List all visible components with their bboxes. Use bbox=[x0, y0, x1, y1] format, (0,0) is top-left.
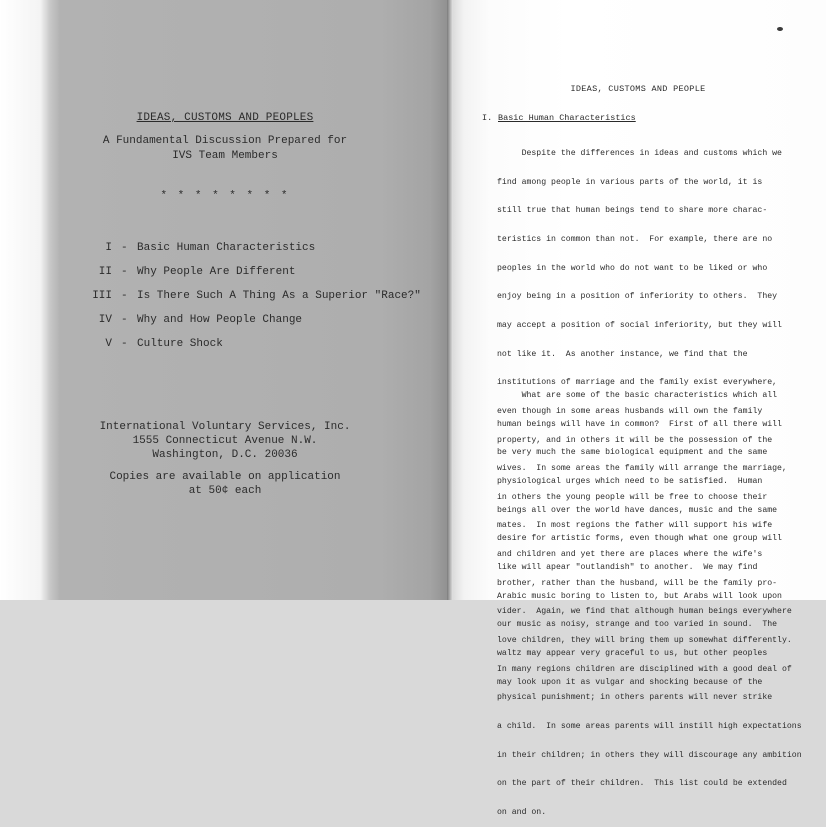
text-line: Arabic music boring to listen to, but Arabs will look upon bbox=[497, 591, 782, 601]
toc-number: V bbox=[105, 338, 112, 350]
text-line: waltz may appear very graceful to us, but other peoples bbox=[497, 648, 768, 658]
address-line: International Voluntary Services, Inc. bbox=[99, 421, 351, 433]
text-line: peoples in the world who do not want to be liked or who bbox=[497, 263, 768, 273]
section-number: I. bbox=[482, 113, 493, 123]
text-line: may look upon it as vulgar and shocking because of the bbox=[497, 677, 763, 687]
toc-number: II bbox=[98, 266, 112, 278]
text-line: not like it. As another instance, we find that the bbox=[497, 349, 748, 359]
text-line: on and on. bbox=[497, 807, 547, 817]
toc-label: Is There Such A Thing As a Superior "Race?" bbox=[137, 290, 421, 302]
copies-line: Copies are available on application bbox=[109, 471, 341, 483]
text-line: our music as noisy, strange and too varied in sound. The bbox=[497, 620, 778, 630]
text-line: in others the young people will be free to choose their bbox=[497, 492, 768, 502]
text-line: vider. Again, we find that although human beings everywhere bbox=[497, 607, 792, 617]
ink-mark bbox=[777, 27, 783, 31]
text-line: wives. In some areas the family will arrange the marriage, bbox=[497, 464, 787, 474]
text-line: desire for artistic forms, even though what one group will bbox=[497, 534, 782, 544]
copies-note bbox=[60, 470, 390, 498]
toc-label: Basic Human Characteristics bbox=[137, 242, 316, 254]
text-line: on the part of their children. This list could be extended bbox=[497, 779, 787, 789]
cover-page bbox=[0, 0, 450, 600]
text-line: mates. In most regions the father will support his wife bbox=[497, 521, 773, 531]
text-line: What are some of the basic characteristics which all bbox=[497, 391, 778, 401]
subtitle-line: IVS Team Members bbox=[172, 150, 278, 162]
page-heading: IDEAS, CUSTOMS AND PEOPLE bbox=[570, 84, 706, 94]
toc-label: Why People Are Different bbox=[137, 266, 296, 278]
subtitle-line: A Fundamental Discussion Prepared for bbox=[102, 135, 348, 147]
text-line: Despite the differences in ideas and customs which we bbox=[497, 149, 782, 159]
text-line: enjoy being in a position of inferiority to others. They bbox=[497, 292, 778, 302]
toc-number: IV bbox=[98, 314, 112, 326]
toc-dash: - bbox=[121, 266, 128, 278]
publisher-address bbox=[60, 420, 390, 462]
text-line: and children and yet there are places where the wife's bbox=[497, 550, 763, 560]
toc-number: I bbox=[105, 242, 112, 254]
star-divider: * * * * * * * * bbox=[160, 190, 290, 202]
toc-dash: - bbox=[121, 290, 128, 302]
cover-subtitle bbox=[60, 134, 390, 164]
toc-dash: - bbox=[121, 338, 128, 350]
text-line: still true that human beings tend to share more charac- bbox=[497, 206, 768, 216]
text-line: human beings will have in common? First of all there will bbox=[497, 419, 782, 429]
paragraph-2 bbox=[497, 372, 817, 697]
cover-title: IDEAS, CUSTOMS AND PEOPLES bbox=[136, 112, 314, 124]
text-line: may accept a position of social inferiority, but they will bbox=[497, 320, 782, 330]
toc-label: Why and How People Change bbox=[137, 314, 303, 326]
text-line: teristics in common than not. For example, there are no bbox=[497, 235, 773, 245]
text-line: a child. In some areas parents will instill high expectations bbox=[497, 721, 802, 731]
text-line: be very much the same biological equipment and the same bbox=[497, 448, 768, 458]
text-line: brother, rather than the husband, will be the family pro- bbox=[497, 578, 778, 588]
toc-number: III bbox=[92, 290, 112, 302]
address-line: Washington, D.C. 20036 bbox=[152, 449, 298, 461]
text-line: institutions of marriage and the family exist everywhere, bbox=[497, 378, 778, 388]
text-line: In many regions children are disciplined with a good deal of bbox=[497, 664, 792, 674]
toc-label: Culture Shock bbox=[137, 338, 223, 350]
copies-line: at 50¢ each bbox=[188, 485, 262, 497]
text-line: even though in some areas husbands will own the family bbox=[497, 406, 763, 416]
toc-dash: - bbox=[121, 314, 128, 326]
toc-dash: - bbox=[121, 242, 128, 254]
text-line: physical punishment; in others parents will never strike bbox=[497, 693, 773, 703]
text-line: property, and in others it will be the possession of the bbox=[497, 435, 773, 445]
section-title: Basic Human Characteristics bbox=[498, 113, 636, 123]
text-line: find among people in various parts of the world, it is bbox=[497, 177, 763, 187]
text-line: beings all over the world have dances, music and the same bbox=[497, 505, 778, 515]
text-line: in their children; in others they will discourage any ambition bbox=[497, 750, 802, 760]
text-line: physiological urges which need to be satisfied. Human bbox=[497, 477, 763, 487]
text-line: like will apear "outlandish" to another. We may find bbox=[497, 562, 758, 572]
address-line: 1555 Connecticut Avenue N.W. bbox=[132, 435, 318, 447]
text-line: love children, they will bring them up somewhat differently. bbox=[497, 635, 792, 645]
